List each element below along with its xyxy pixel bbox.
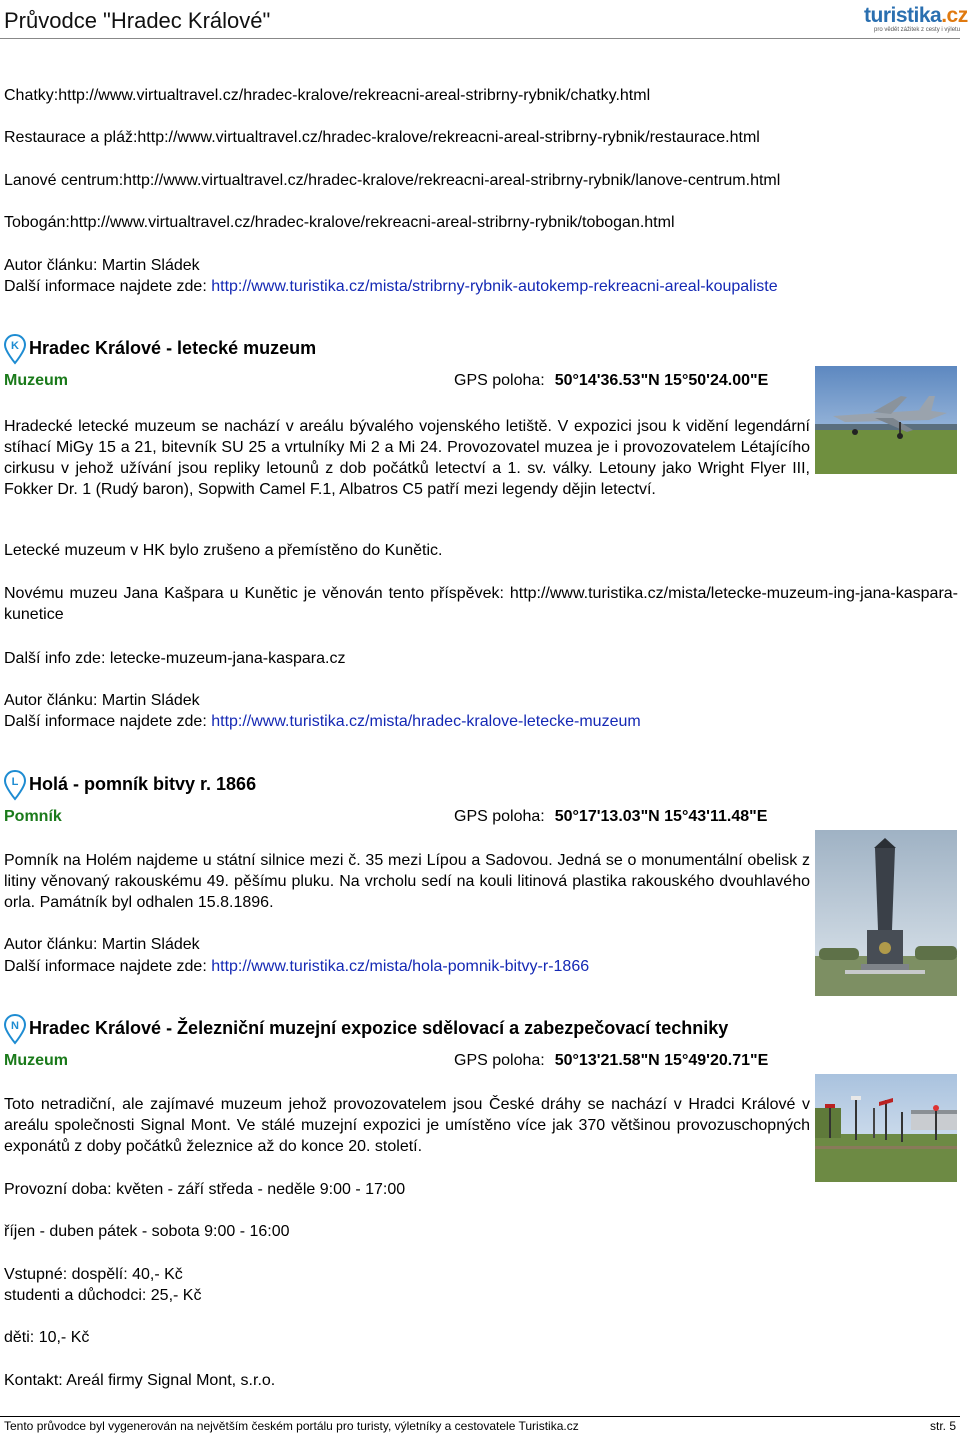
monument-photo	[815, 830, 957, 996]
section-title: Holá - pomník bitvy r. 1866	[29, 774, 257, 794]
gps-label: GPS poloha:	[454, 1052, 545, 1069]
pin-letter: L	[11, 776, 19, 788]
more-info	[4, 957, 589, 977]
category-label: Muzeum	[4, 372, 68, 389]
section-title: Hradec Králové - Železniční muzejní expozice sdělovací a zabezpečovací techniky	[29, 1018, 729, 1038]
gps-position	[454, 371, 768, 391]
gps-value: 50°17'13.03"N 15°43'11.48"E	[554, 808, 768, 825]
more-info-label: Další informace najdete zde:	[4, 713, 212, 730]
more-info-label: Další informace najdete zde:	[4, 278, 212, 295]
railway-museum-photo	[815, 1074, 957, 1182]
gps-label: GPS poloha:	[454, 808, 545, 825]
gps-position	[454, 807, 767, 827]
gps-value: 50°13'21.58"N 15°49'20.71"E	[554, 1052, 769, 1069]
map-pin-l-icon	[4, 770, 26, 800]
pin-letter: K	[11, 340, 19, 352]
section-title: Hradec Králové - letecké muzeum	[29, 338, 317, 358]
section-paragraph: Novému muzeu Jana Kašpara u Kunětic je věnován tento příspěvek: http://www.turistika.cz/mista/letecke-muzeum-ing-jana-kaspara-kunetice	[4, 585, 958, 623]
opening-hours: Provozní doba: květen - září středa - neděle 9:00 - 17:00	[4, 1181, 406, 1198]
turistika-logo[interactable]	[856, 4, 968, 36]
logo-text: turistika	[864, 4, 942, 27]
more-info-link[interactable]: http://www.turistika.cz/mista/hradec-kralove-letecke-muzeum	[211, 713, 641, 730]
map-pin-n-icon	[4, 1014, 26, 1044]
link-chatky[interactable]: Chatky:http://www.virtualtravel.cz/hradec-kralove/rekreacni-areal-stribrny-rybnik/chatky.html	[4, 87, 651, 104]
opening-hours-winter: říjen - duben pátek - sobota 9:00 - 16:00	[4, 1223, 290, 1240]
section-paragraph: Pomník na Holém najdeme u státní silnice mezi č. 35 mezi Lípou a Sadovou. Jedná se o monumentální obelisk z litiny věnovaný rakouskému 49. pěšímu pluku. Na vrcholu sedí na kouli litinová plastika rakouského dvouhlavého orla. Památník byl odhalen 15.8.1896.	[4, 852, 810, 911]
page-title: Průvodce "Hradec Králové"	[4, 8, 271, 33]
pin-letter: N	[11, 1020, 19, 1032]
admission-children: děti: 10,- Kč	[4, 1329, 90, 1346]
logo-tagline: pro vědět zážitek z cesty i výletu	[874, 27, 961, 33]
gps-position	[454, 1051, 768, 1071]
logo-domain: .cz	[941, 4, 968, 27]
admission-students: studenti a důchodci: 25,- Kč	[4, 1287, 202, 1304]
admission-adults: Vstupné: dospělí: 40,- Kč	[4, 1266, 183, 1283]
footer-note: Tento průvodce byl vygenerován na největším českém portálu pro turisty, výletníky a cestovatele Turistika.cz	[4, 1419, 579, 1433]
gps-label: GPS poloha:	[454, 372, 545, 389]
link-tobogan[interactable]: Tobogán:http://www.virtualtravel.cz/hradec-kralove/rekreacni-areal-stribrny-rybnik/tobogan.html	[4, 214, 675, 231]
page-number: str. 5	[929, 1419, 956, 1433]
more-info	[4, 277, 778, 297]
category-label: Muzeum	[4, 1052, 68, 1069]
more-info-link[interactable]: http://www.turistika.cz/mista/stribrny-rybnik-autokemp-rekreacni-areal-koupaliste	[211, 278, 778, 295]
link-restaurace[interactable]: Restaurace a pláž:http://www.virtualtravel.cz/hradec-kralove/rekreacni-areal-stribrny-rybnik/restaurace.html	[4, 129, 760, 146]
section-paragraph: Další info zde: letecke-muzeum-jana-kaspara.cz	[4, 650, 346, 667]
author: Autor článku: Martin Sládek	[4, 692, 200, 709]
airplane-photo	[815, 366, 957, 474]
author: Autor článku: Martin Sládek	[4, 257, 200, 274]
more-info	[4, 712, 641, 732]
author: Autor článku: Martin Sládek	[4, 936, 200, 953]
section-paragraph: Hradecké letecké muzeum se nachází v areálu bývalého vojenského letiště. V expozici jsou k vidění legendární stíhací MiGy 15 a 21, bitevník SU 25 a vrtulníky Mi 2 a Mi 24. Provozovatel muzea je i provozovatelem Létajícího cirkusu v jehož užívání jsou repliky letounů z dob počátků letectví a 1. sv. války. Letouny jako Wright Flyer III, Fokker Dr. 1 (Rudý baron), Sopwith Camel F.1, Albatros C5 patří mezi legendy dějin letectví.	[4, 418, 810, 498]
contact: Kontakt: Areál firmy Signal Mont, s.r.o.	[4, 1372, 276, 1389]
header-divider	[0, 38, 960, 39]
footer-divider	[0, 1416, 960, 1417]
more-info-label: Další informace najdete zde:	[4, 958, 212, 975]
category-label: Pomník	[4, 808, 62, 825]
map-pin-k-icon	[4, 334, 26, 364]
gps-value: 50°14'36.53"N 15°50'24.00"E	[554, 372, 769, 389]
section-paragraph: Letecké muzeum v HK bylo zrušeno a přemístěno do Kunětic.	[4, 542, 443, 559]
more-info-link[interactable]: http://www.turistika.cz/mista/hola-pomnik-bitvy-r-1866	[211, 958, 590, 975]
section-paragraph: Toto netradiční, ale zajímavé muzeum jehož provozovatelem jsou České dráhy se nachází v Hradci Králové v areálu společnosti Signal Mont. Ve stálé muzejní expozici je umístěno více jak 370 většinou provozuschopných exponátů z doby počátků železnice až do konce 20. století.	[4, 1096, 810, 1155]
link-lanove-centrum[interactable]: Lanové centrum:http://www.virtualtravel.cz/hradec-kralove/rekreacni-areal-stribrny-rybnik/lanove-centrum.html	[4, 172, 781, 189]
